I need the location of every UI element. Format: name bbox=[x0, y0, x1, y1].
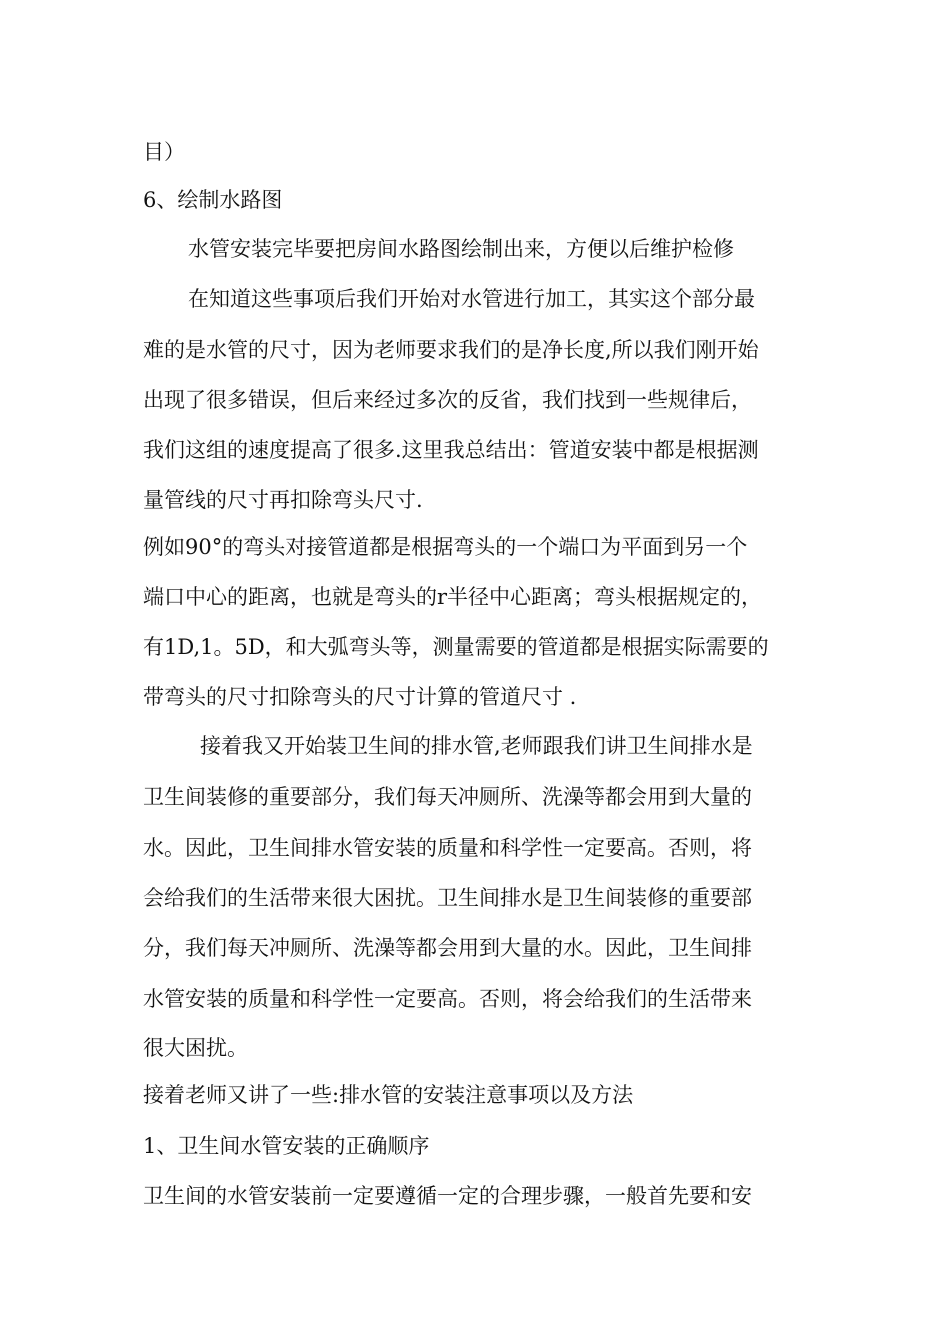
section-heading: 6、绘制水路图 bbox=[143, 188, 283, 212]
section-heading: 1、卫生间水管安装的正确顺序 bbox=[143, 1134, 430, 1158]
text-line: 目） bbox=[143, 140, 185, 164]
text-line: 水。因此，卫生间排水管安装的质量和科学性一定要高。否则，将 bbox=[143, 836, 752, 860]
text-line: 端口中心的距离，也就是弯头的r半径中心距离；弯头根据规定的， bbox=[143, 585, 763, 609]
text-line: 带弯头的尺寸扣除弯头的尺寸计算的管道尺寸 . bbox=[143, 685, 577, 709]
text-line: 很大困扰。 bbox=[143, 1036, 248, 1060]
text-line: 接着老师又讲了一些:排水管的安装注意事项以及方法 bbox=[143, 1083, 634, 1107]
text-line: 有1D,1。5D，和大弧弯头等，测量需要的管道都是根据实际需要的 bbox=[143, 635, 769, 659]
text-line: 卫生间装修的重要部分，我们每天冲厕所、洗澡等都会用到大量的 bbox=[143, 785, 752, 809]
text-line: 在知道这些事项后我们开始对水管进行加工，其实这个部分最 bbox=[188, 287, 755, 311]
text-line: 水管安装完毕要把房间水路图绘制出来，方便以后维护检修 bbox=[188, 237, 734, 261]
text-line: 会给我们的生活带来很大困扰。卫生间排水是卫生间装修的重要部 bbox=[143, 886, 752, 910]
text-line: 水管安装的质量和科学性一定要高。否则，将会给我们的生活带来 bbox=[143, 987, 752, 1011]
text-line: 出现了很多错误，但后来经过多次的反省，我们找到一些规律后， bbox=[143, 388, 752, 412]
text-line: 量管线的尺寸再扣除弯头尺寸. bbox=[143, 488, 423, 512]
text-line: 分，我们每天冲厕所、洗澡等都会用到大量的水。因此，卫生间排 bbox=[143, 936, 752, 960]
text-line: 我们这组的速度提高了很多.这里我总结出：管道安装中都是根据测 bbox=[143, 438, 759, 462]
text-line: 卫生间的水管安装前一定要遵循一定的合理步骤，一般首先要和安 bbox=[143, 1184, 752, 1208]
text-line: 难的是水管的尺寸，因为老师要求我们的是净长度,所以我们刚开始 bbox=[143, 338, 759, 362]
text-line: 例如90°的弯头对接管道都是根据弯头的一个端口为平面到另一个 bbox=[143, 535, 748, 559]
text-line: 接着我又开始装卫生间的排水管,老师跟我们讲卫生间排水是 bbox=[200, 734, 753, 758]
